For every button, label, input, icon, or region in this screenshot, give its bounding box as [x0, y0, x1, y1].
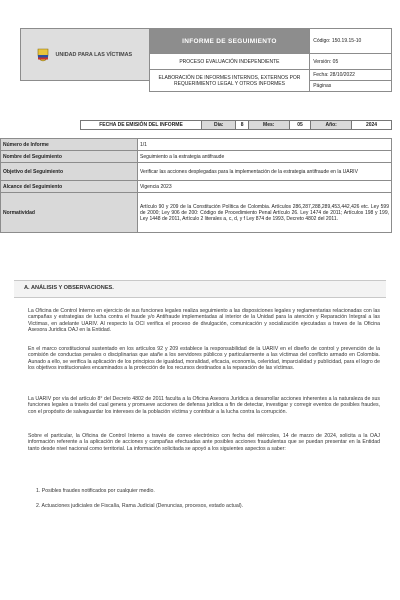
- report-info-table: [0, 138, 392, 233]
- day-value: 8: [236, 121, 248, 130]
- year-label: Año:: [311, 121, 352, 130]
- logo-cell: [21, 29, 150, 81]
- info-label: Número de Informe: [1, 139, 138, 151]
- list-item: 2. Actuaciones judiciales de Fiscalía, Rama Judicial (Denuncias, procesos, estado actual).: [36, 503, 244, 510]
- document-code: Código: 150.19.15-10: [310, 29, 392, 54]
- procedure-name: ELABORACIÓN DE INFORMES INTERNOS, EXTERNOS POR REQUERIMIENTO LEGAL Y OTROS INFORMES: [149, 70, 310, 92]
- report-title: INFORME DE SEGUIMIENTO: [149, 29, 310, 54]
- paragraph: Sobre el particular, la Oficina de Control Interno a través de correo electrónico con fecha del miércoles, 14 de marzo de 2024, solicita a la OAJ información referente a la aplicación de acciones y campañas efectuadas ante posibles acciones fraudulentas que se puedan presentar en la Entidad tanto desde nivel nacional como territorial. La información solicitada se apoyó a los siguientes aspectos a saber:: [28, 433, 380, 452]
- table-row: [1, 139, 392, 151]
- day-label: Día:: [202, 121, 236, 130]
- section-header: [14, 280, 386, 298]
- month-value: 05: [289, 121, 311, 130]
- table-row: [1, 151, 392, 163]
- info-value: Verificar las acciones desplegadas para la implementación de la estrategia antifraude en la UARIV: [138, 163, 392, 181]
- emission-date-bar: [80, 120, 392, 130]
- document-header: [20, 28, 392, 92]
- table-row: [1, 181, 392, 193]
- info-label: Nombre del Seguimiento: [1, 151, 138, 163]
- document-date: Fecha: 28/10/2022: [310, 70, 392, 81]
- info-label: Normatividad: [1, 193, 138, 233]
- year-value: 2024: [352, 121, 392, 130]
- info-value: Vigencia 2023: [138, 181, 392, 193]
- paragraph: La Oficina de Control Interno en ejercicio de sus funciones legales realiza seguimiento a las disposiciones legales y reglamentarias relacionadas con las campañas y estrategias de lucha contra el fraude y/o Antifraude implementadas al interior de la Unidad para la atención y Reparación Integral a las Victimas, en adelante UARIV. Al respecto la OCI verifica el proceso de divulgación, comunicación y socialización ejecutadas a traves de la Oficina Asesora Juridica OAJ en la Entidad.: [28, 308, 380, 334]
- section-title: A. ANÁLISIS Y OBSERVACIONES.: [24, 285, 114, 291]
- table-row: [1, 163, 392, 181]
- emission-label: FECHA DE EMISIÓN DEL INFORME: [81, 121, 202, 130]
- info-value: Artículo 90 y 209 de la Constitución Política de Colombia. Artículos 286,287,288,289,453,442,426 etc. Ley 599 de 2000; Ley 906 de 200: Código de Procedimiento Penal Artículo 26. Ley 1474 de 2011; Artículos 198 y 199, Ley 1448 de 2011, Artículo 2 literales a, c, d, y f Ley 874 de 1993, Decreto 4802 del 2011.: [138, 193, 392, 233]
- unit-name: UNIDAD PARA LAS VÍCTIMAS: [55, 51, 133, 58]
- month-label: Mes:: [248, 121, 289, 130]
- document-pages: Páginas: [310, 81, 392, 92]
- colombia-coat-of-arms-icon: [37, 48, 49, 62]
- process-name: PROCESO EVALUACIÓN INDEPENDIENTE: [149, 54, 310, 70]
- aspects-list: [36, 488, 376, 519]
- table-row: [1, 193, 392, 233]
- info-value: Seguimiento a la estrategia antifraude: [138, 151, 392, 163]
- paragraph: La UARIV por vía del artículo 8° del Decreto 4802 de 2011 faculta a la Oficina Asesora Jurídica a desarrollar acciones inherentes a la naturaleza de sus funciones legales a través del cual genera y promueve acciones de defensa jurídica a fin de detectar, investigar y corregir eventos de posibles fraudes, con el propósito de salvaguardar los intereses de la población víctima y contribuir a la lucha contra la corrupción.: [28, 396, 380, 415]
- info-value: 1/1: [138, 139, 392, 151]
- document-version: Versión: 05: [310, 54, 392, 70]
- info-label: Alcance del Seguimiento: [1, 181, 138, 193]
- list-item: 1. Posibles fraudes notificados por cualquier medio.: [36, 488, 155, 494]
- paragraph: En el marco constitucional sustentado en los artículos 92 y 209 establece la responsabilidad de la UARIV en el diseño de control y prevención de la comisión de conductas penales o disciplinarias que atañe a los servidores públicos y particularmente a las víctimas del conflicto armado en Colombia. Aunado a ello, se verifica la aplicación de los principios de igualdad, moralidad, eficacia, economía, celeridad, imparcialidad y publicidad, para el logro de los objetivos institucionales encaminados a la protección de los recursos destinados a la reparación de las víctimas.: [28, 346, 380, 372]
- info-label: Objetivo del Seguimiento: [1, 163, 138, 181]
